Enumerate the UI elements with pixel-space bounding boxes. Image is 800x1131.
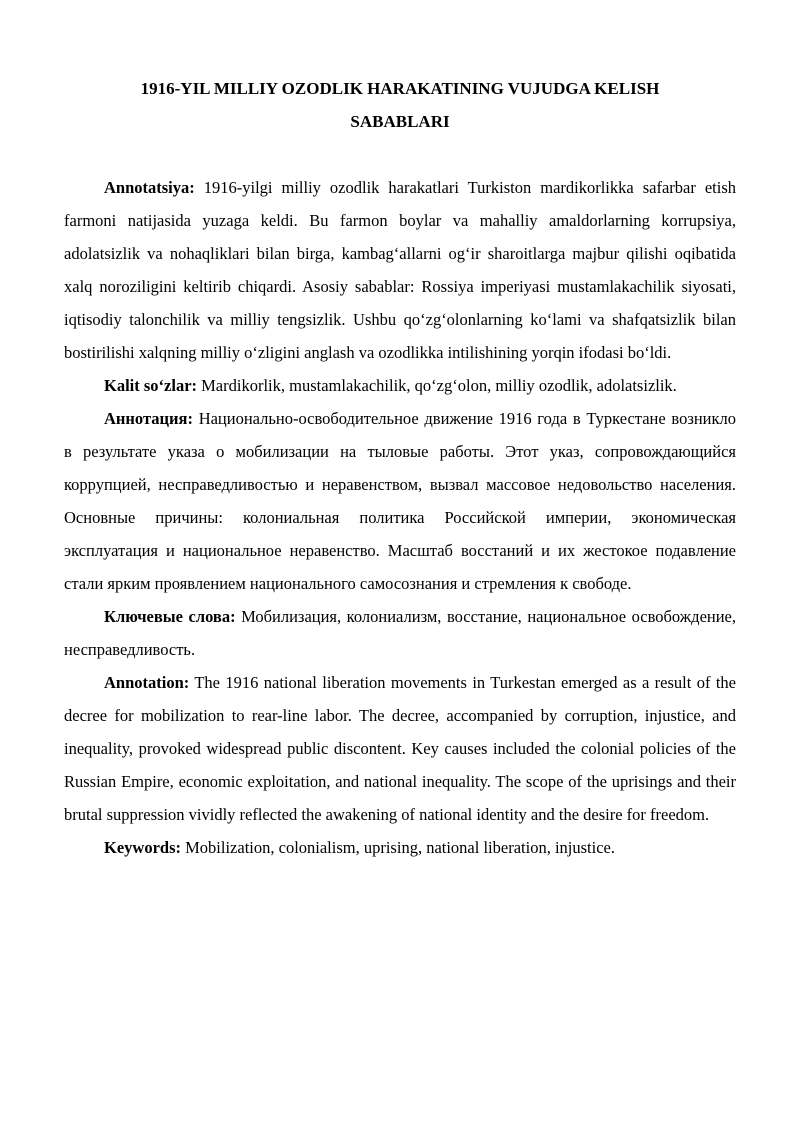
keywords-ru (64, 600, 736, 666)
abstract-en-text: The 1916 national liberation movements in Turkestan emerged as a result of the decree for mobilization to rear-line labor. The decree, accompanied by corruption, injustice, and inequality, provoked widespread public discontent. Key causes included the colonial policies of the Russian Empire, economic exploitation, and national inequality. The scope of the uprisings and their brutal suppression vividly reflected the awakening of national identity and the desire for freedom. (64, 673, 736, 824)
abstract-uz (64, 171, 736, 369)
abstract-ru (64, 402, 736, 600)
abstract-ru-label: Аннотация: (104, 409, 193, 428)
page-title: 1916-YIL MILLIY OZODLIK HARAKATINING VUJUDGA KELISH SABABLARI (140, 79, 660, 131)
keywords-en-label: Keywords: (104, 838, 181, 857)
keywords-ru-text: Мобилизация, колониализм, восстание, национальное освобождение, несправедливость. (64, 607, 736, 659)
abstract-uz-text: 1916-yilgi milliy ozodlik harakatlari Turkiston mardikorlikka safarbar etish farmoni natijasida yuzaga keldi. Bu farmon boylar va mahalliy amaldorlarning korrupsiya, adolatsizlik va nohaqliklari bilan birga, kambagʻallarni ogʻir sharoitlarga majbur qilishi oqibatida xalq noroziligini keltirib chiqardi. Asosiy sabablar: Rossiya imperiyasi mustamlakachilik siyosati, iqtisodiy talonchilik va milliy tengsizlik. Ushbu qoʻzgʻolonlarning koʻlami va shafqatsizlik bilan bostirilishi xalqning milliy oʻzligini anglash va ozodlikka intilishining yorqin ifodasi boʻldi. (64, 178, 736, 362)
keywords-ru-label: Ключевые слова: (104, 607, 236, 626)
keywords-uz-label: Kalit soʻzlar: (104, 376, 198, 395)
abstract-en-label: Annotation: (104, 673, 190, 692)
keywords-en (64, 831, 736, 864)
keywords-uz-text: Mardikorlik, mustamlakachilik, qoʻzgʻolon, milliy ozodlik, adolatsizlik. (201, 376, 677, 395)
abstract-en (64, 666, 736, 831)
keywords-en-text: Mobilization, colonialism, uprising, national liberation, injustice. (185, 838, 615, 857)
abstract-uz-label: Annotatsiya: (104, 178, 195, 197)
keywords-uz (64, 369, 736, 402)
abstract-ru-text: Национально-освободительное движение 1916 года в Туркестане возникло в результате указа о мобилизации на тыловые работы. Этот указ, сопровождающийся коррупцией, несправедливостью и неравенством, вызвал массовое недовольство населения. Основные причины: колониальная политика Российской империи, экономическая эксплуатация и национальное неравенство. Масштаб восстаний и их жестокое подавление стали ярким проявлением национального самосознания и стремления к свободе. (64, 409, 736, 593)
